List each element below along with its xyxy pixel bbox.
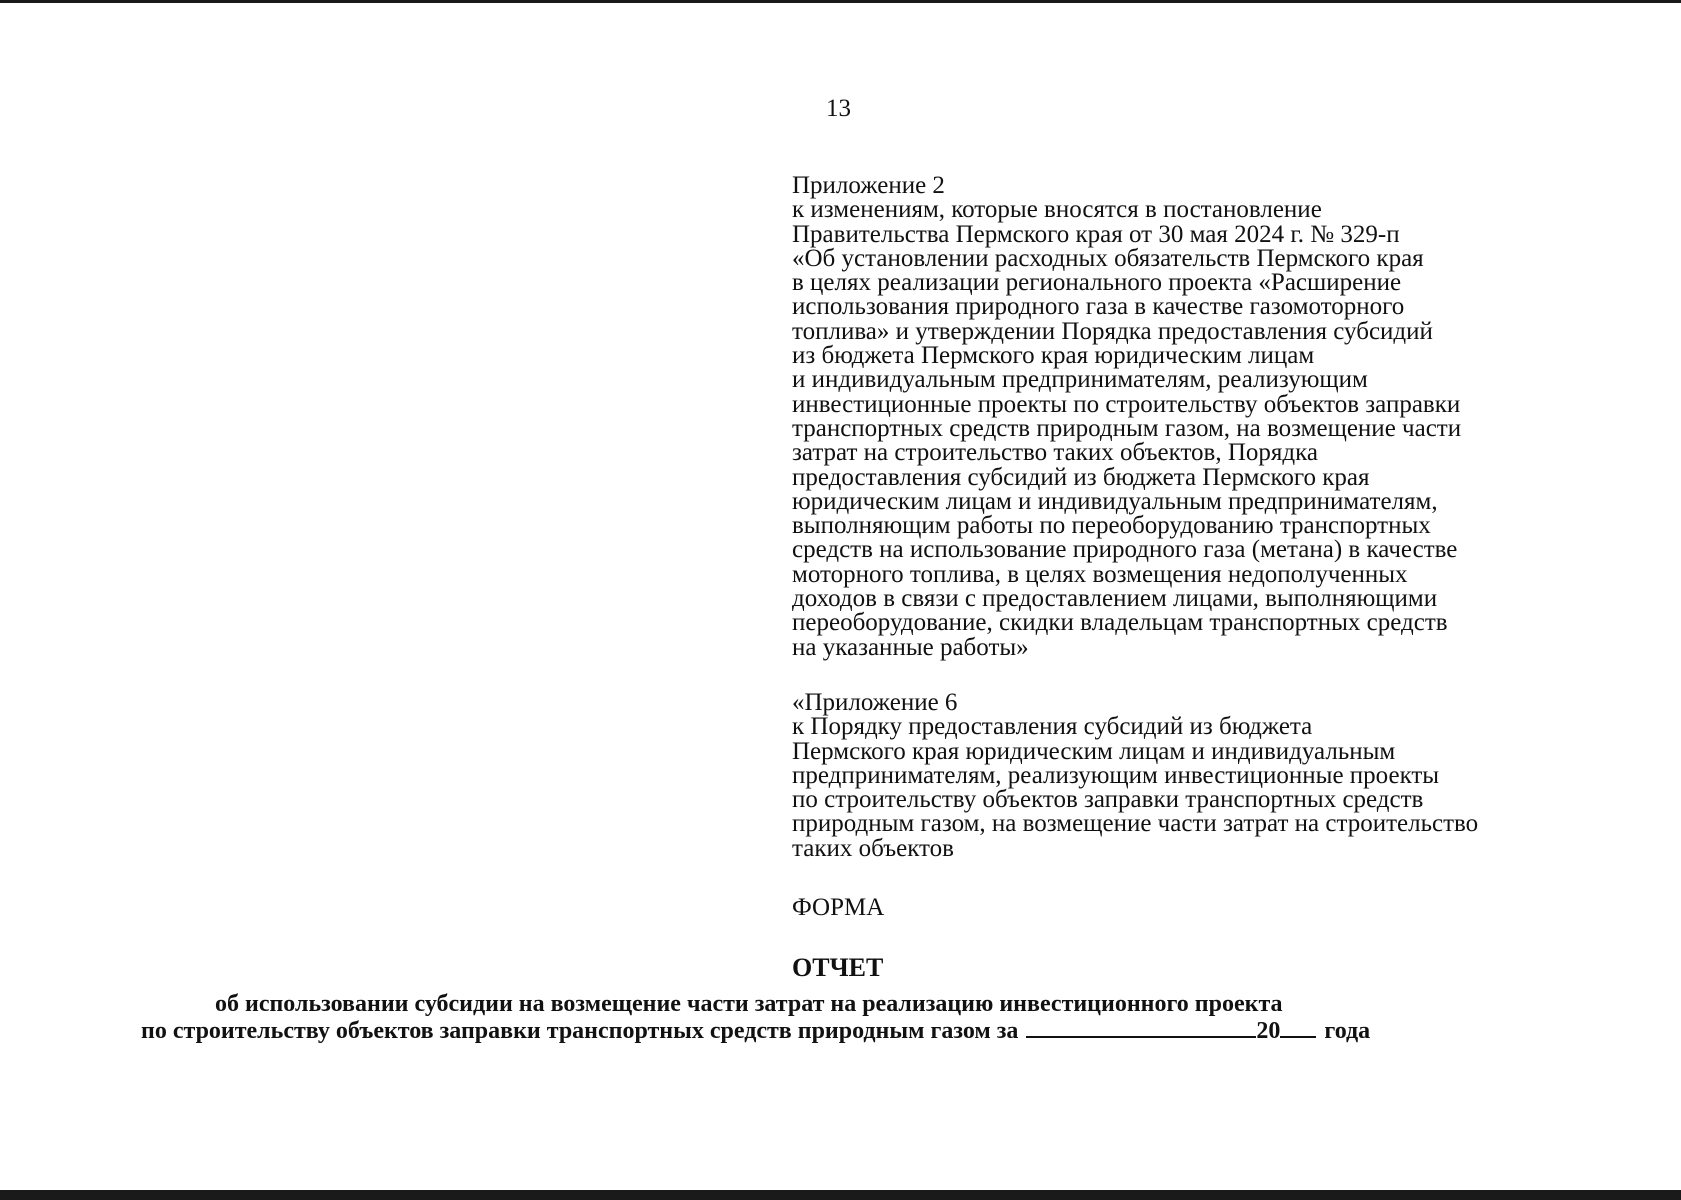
report-subtitle-line-1: об использовании субсидии на возмещение части затрат на реализацию инвестиционного проекта (215, 991, 1283, 1017)
appendix-2-line: «Об установлении расходных обязательств Пермского края (792, 244, 1424, 272)
year-blank-field (1280, 1016, 1316, 1038)
appendix-6-line: таких объектов (792, 834, 954, 862)
appendix-2-line: юридическим лицам и индивидуальным предпринимателям, (792, 487, 1438, 515)
appendix-2-line: инвестиционные проекты по строительству объектов заправки (792, 390, 1461, 418)
appendix-2-line: в целях реализации регионального проекта «Расширение (792, 269, 1402, 297)
appendix-2-line: Приложение 2 (792, 172, 945, 199)
appendix-2-line: предоставления субсидий из бюджета Пермского края (792, 463, 1370, 491)
report-subtitle-suffix: года (1324, 1018, 1371, 1044)
appendix-2-line: транспортных средств природным газом, на возмещение части (792, 414, 1462, 442)
appendix-2-line: моторного топлива, в целях возмещения недополученных (792, 560, 1408, 588)
scan-top-border (0, 0, 1681, 3)
appendix-2-line: и индивидуальным предпринимателям, реализующим (792, 366, 1368, 394)
appendix-2-heading (792, 174, 1461, 660)
year-prefix: 20 (1256, 1018, 1281, 1044)
appendix-6-line: по строительству объектов заправки транспортных средств (792, 786, 1424, 814)
appendix-2-line: к изменениям, которые вносятся в постановление (792, 196, 1322, 224)
form-label: ФОРМА (792, 894, 885, 921)
report-title: ОТЧЕТ (792, 953, 884, 982)
appendix-2-line: использования природного газа в качестве газомоторного (792, 293, 1405, 321)
appendix-2-line: Правительства Пермского края от 30 мая 2024 г. № 329-п (792, 220, 1400, 248)
appendix-6-heading (792, 691, 1478, 861)
appendix-6-line: к Порядку предоставления субсидий из бюджета (792, 713, 1313, 741)
appendix-2-line: доходов в связи с предоставлением лицами, выполняющими (792, 585, 1438, 613)
appendix-2-line: выполняющим работы по переоборудованию транспортных (792, 512, 1431, 540)
appendix-2-line: на указанные работы» (792, 633, 1029, 661)
appendix-6-line: «Приложение 6 (792, 689, 958, 716)
appendix-2-line: средств на использование природного газа (метана) в качестве (792, 536, 1458, 564)
appendix-6-line: предпринимателям, реализующим инвестиционные проекты (792, 761, 1440, 789)
appendix-2-line: затрат на строительство таких объектов, Порядка (792, 439, 1318, 467)
appendix-6-line: Пермского края юридическим лицам и индивидуальным (792, 737, 1396, 765)
page-number: 13 (826, 95, 851, 122)
appendix-6-line: природным газом, на возмещение части затрат на строительство (792, 810, 1479, 838)
appendix-2-line: переоборудование, скидки владельцам транспортных средств (792, 609, 1448, 637)
appendix-2-line: топлива» и утверждении Порядка предоставления субсидий (792, 317, 1433, 345)
scan-bottom-border (0, 1190, 1681, 1200)
period-blank-field (1026, 1016, 1256, 1038)
report-subtitle-text: по строительству объектов заправки транспортных средств природным газом за (141, 1018, 1019, 1044)
report-subtitle-line-2 (141, 1016, 1370, 1043)
appendix-2-line: из бюджета Пермского края юридическим лицам (792, 342, 1315, 370)
